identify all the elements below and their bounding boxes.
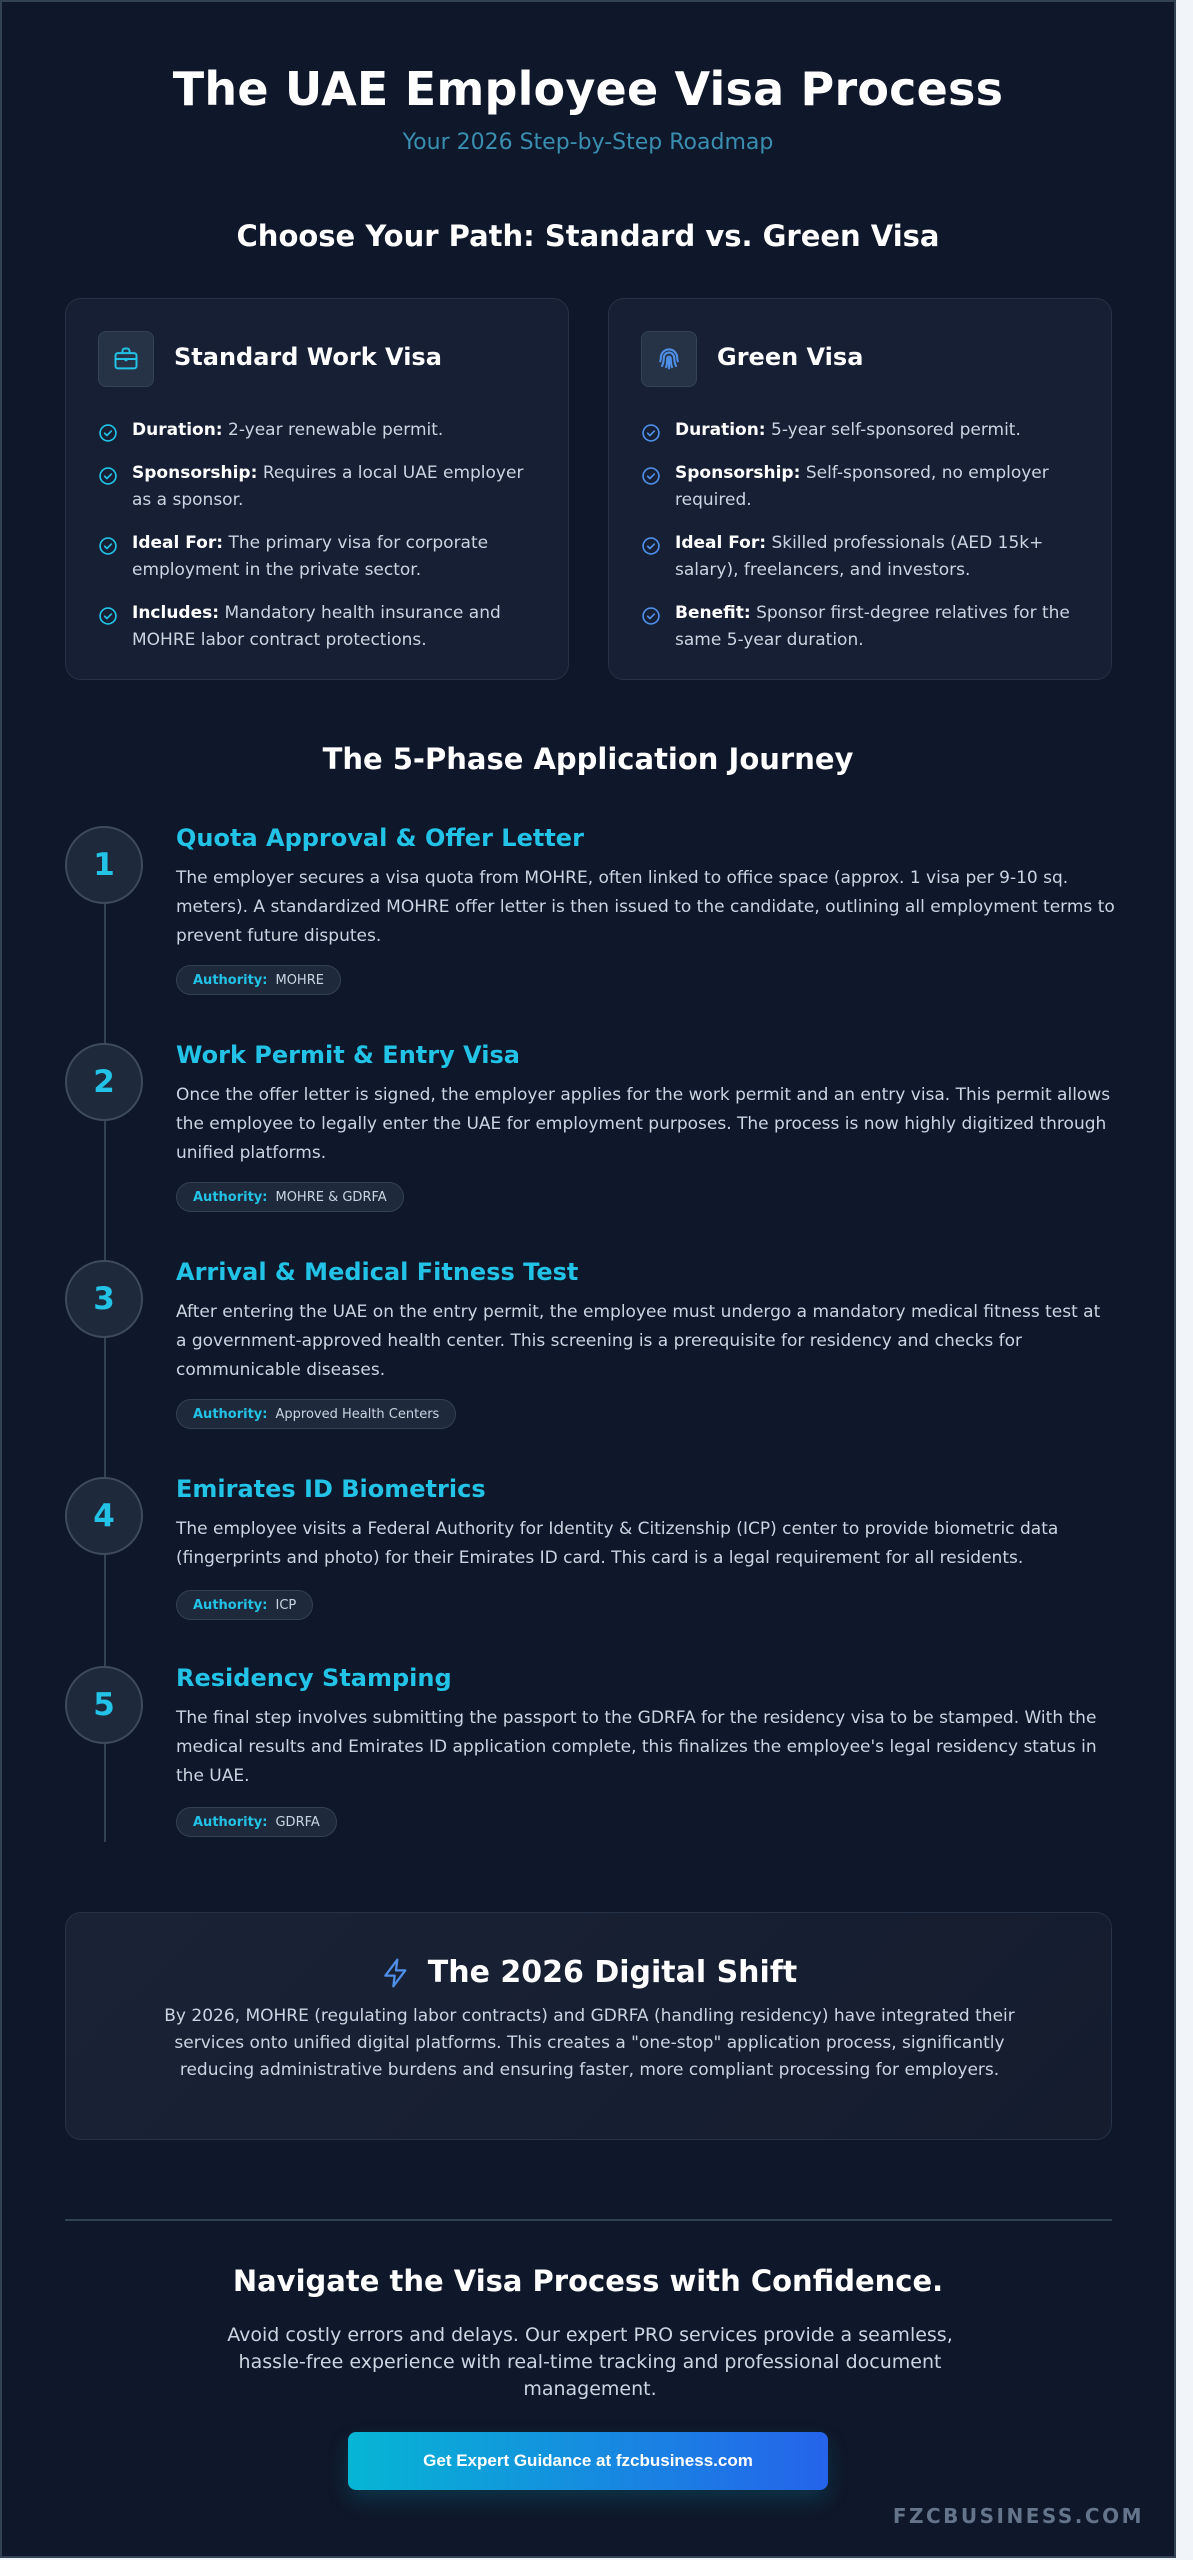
digital-shift-callout	[65, 1912, 1112, 2140]
cta-text: Avoid costly errors and delays. Our expert PRO services provide a seamless, hassle-free experience with real-time tracking and professional document management.	[227, 2324, 953, 2400]
authority-label: Authority:	[193, 1814, 268, 1830]
phase-description: After entering the UAE on the entry permit, the employee must undergo a mandatory medical fitness test at a government-approved health center. This screening is a prerequisite for residency and checks for communicable diseases.	[176, 1302, 1101, 1380]
cta-title: Navigate the Visa Process with Confidence.	[232, 2264, 944, 2298]
authority-value: Approved Health Centers	[275, 1406, 440, 1422]
digital-shift-text: By 2026, MOHRE (regulating labor contracts) and GDRFA (handling residency) have integrated their services onto unified digital platforms. This creates a "one-stop" application process, significantly reducing administrative burdens and ensuring faster, more compliant processing for employers.	[164, 2006, 1015, 2080]
check-circle-icon	[98, 536, 118, 556]
feature-item	[641, 600, 1081, 654]
feature-label: Benefit:	[675, 603, 751, 623]
briefcase-icon	[98, 331, 154, 387]
phase-number: 4	[65, 1477, 143, 1555]
phase-description: The employer secures a visa quota from MOHRE, often linked to office space (approx. 1 visa per 9-10 sq. meters). A standardized MOHRE offer letter is then issued to the candidate, outlining all employment terms to prevent future disputes.	[176, 868, 1115, 946]
feature-label: Sponsorship:	[675, 463, 801, 483]
feature-label: Ideal For:	[132, 533, 224, 553]
feature-label: Sponsorship:	[132, 463, 258, 483]
feature-text: Mandatory health insurance and MOHRE labor contract protections.	[132, 603, 501, 650]
phase-description: Once the offer letter is signed, the employer applies for the work permit and an entry visa. This permit allows the employee to legally enter the UAE for employment purposes. The process is now highly digitized through unified platforms.	[176, 1085, 1111, 1163]
phase-number: 3	[65, 1260, 143, 1338]
authority-value: MOHRE	[275, 972, 324, 988]
standard-visa-card	[65, 298, 569, 680]
brand-watermark: FZCBUSINESS.COM	[892, 2504, 1144, 2528]
check-circle-icon	[641, 466, 661, 486]
journey-section-title: The 5-Phase Application Journey	[322, 742, 854, 776]
page-subtitle: Your 2026 Step-by-Step Roadmap	[402, 130, 774, 155]
green-visa-features	[641, 417, 1081, 670]
green-visa-card	[608, 298, 1112, 680]
feature-text: The primary visa for corporate employment in the private sector.	[132, 533, 489, 580]
phase-description: The employee visits a Federal Authority for Identity & Citizenship (ICP) center to provide biometric data (fingerprints and photo) for their Emirates ID card. This card is a legal requirement for all residents.	[176, 1519, 1059, 1568]
authority-label: Authority:	[193, 1597, 268, 1613]
authority-label: Authority:	[193, 1406, 268, 1422]
check-circle-icon	[641, 423, 661, 443]
fingerprint-icon	[641, 331, 697, 387]
authority-badge	[176, 1590, 313, 1620]
phase-title: Arrival & Medical Fitness Test	[176, 1258, 579, 1286]
feature-label: Ideal For:	[675, 533, 767, 553]
feature-label: Duration:	[675, 420, 766, 440]
section-divider	[65, 2219, 1112, 2221]
authority-badge	[176, 965, 341, 995]
feature-item	[641, 460, 1081, 514]
feature-item	[98, 600, 538, 654]
standard-visa-features	[98, 417, 538, 670]
feature-label: Includes:	[132, 603, 220, 623]
check-circle-icon	[98, 606, 118, 626]
check-circle-icon	[98, 466, 118, 486]
check-circle-icon	[641, 536, 661, 556]
feature-text: Sponsor first-degree relatives for the same 5-year duration.	[675, 603, 1070, 650]
feature-text: Requires a local UAE employer as a sponsor.	[132, 463, 524, 510]
feature-item	[98, 460, 538, 514]
authority-badge	[176, 1807, 337, 1837]
card-title: Green Visa	[717, 343, 864, 371]
authority-label: Authority:	[193, 1189, 268, 1205]
comparison-section-title: Choose Your Path: Standard vs. Green Visa	[236, 219, 940, 253]
check-circle-icon	[641, 606, 661, 626]
page-title: The UAE Employee Visa Process	[172, 62, 1004, 116]
digital-shift-title: The 2026 Digital Shift	[427, 1955, 798, 1990]
phase-number: 1	[65, 826, 143, 904]
phase-description: The final step involves submitting the passport to the GDRFA for the residency visa to be stamped. With the medical results and Emirates ID application complete, this finalizes the employee's legal residency status in the UAE.	[176, 1708, 1097, 1786]
feature-item	[98, 530, 538, 584]
feature-item	[641, 417, 1081, 444]
phase-title: Work Permit & Entry Visa	[176, 1041, 520, 1069]
authority-badge	[176, 1399, 456, 1429]
feature-text: 5-year self-sponsored permit.	[771, 420, 1021, 440]
authority-value: GDRFA	[275, 1814, 320, 1830]
phase-number: 5	[65, 1666, 143, 1744]
get-expert-guidance-button[interactable]: Get Expert Guidance at fzcbusiness.com	[348, 2432, 828, 2490]
feature-text: Skilled professionals (AED 15k+ salary), freelancers, and investors.	[675, 533, 1044, 580]
lightning-icon	[380, 1956, 412, 1990]
authority-label: Authority:	[193, 972, 268, 988]
check-circle-icon	[98, 423, 118, 443]
feature-item	[98, 417, 538, 444]
digital-shift-header	[66, 1955, 1111, 1990]
card-title: Standard Work Visa	[174, 343, 442, 371]
feature-text: 2-year renewable permit.	[228, 420, 444, 440]
phase-title: Emirates ID Biometrics	[176, 1475, 486, 1503]
phase-number: 2	[65, 1043, 143, 1121]
authority-value: ICP	[275, 1597, 297, 1613]
feature-item	[641, 530, 1081, 584]
authority-badge	[176, 1182, 404, 1212]
phase-title: Quota Approval & Offer Letter	[176, 824, 584, 852]
phase-title: Residency Stamping	[176, 1664, 452, 1692]
feature-text: Self-sponsored, no employer required.	[675, 463, 1049, 510]
authority-value: MOHRE & GDRFA	[275, 1189, 387, 1205]
feature-label: Duration:	[132, 420, 223, 440]
